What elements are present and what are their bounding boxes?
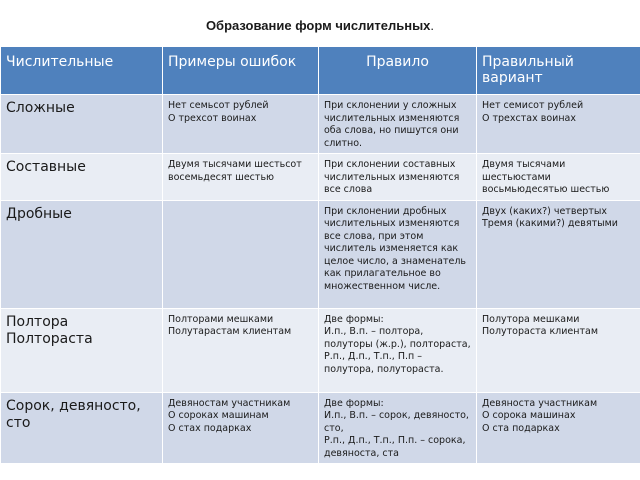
category-cell: Сложные — [1, 95, 163, 154]
rule-line: И.п., В.п. – сорок, девяносто, сто, — [324, 410, 469, 434]
table-row — [1, 200, 640, 308]
error-line: О сороках машинам — [168, 410, 269, 421]
correct-line: Полутораста клиентам — [482, 326, 599, 337]
correct-line: Тремя (какими?) девятыми — [482, 218, 618, 229]
rule-line: И.п., В.п. – полтора, полуторы (ж.р.), полтораста, — [324, 326, 471, 350]
error-line: О трехсот воинах — [168, 112, 257, 124]
errors-cell — [163, 95, 319, 154]
header-numerals: Числительные — [1, 47, 163, 95]
error-line: О стах подарках — [168, 422, 252, 434]
error-line: Девяностам участникам — [168, 397, 291, 409]
title-period: . — [430, 18, 435, 33]
rule-line: Р.п., Д.п., Т.п., П.п – полутора, полутораста. — [324, 351, 444, 375]
errors-cell — [163, 154, 319, 201]
correct-line: О сорока машинах — [482, 410, 576, 421]
rule-line: При склонении дробных числительных изменяются все слова, при этом числитель изменяется как целое число, а знаменатель как прилагательное во множественном числе. — [324, 205, 467, 292]
correct-line: О трехстах воинах — [482, 112, 576, 124]
error-line: Полторами мешками — [168, 313, 274, 325]
category-cell: Дробные — [1, 200, 163, 308]
correct-line: Двух (каких?) четвертых — [482, 205, 607, 217]
rule-line: Р.п., Д.п., Т.п., П.п. – сорока, девяноста, ста — [324, 435, 466, 459]
rule-cell — [319, 200, 477, 308]
rule-cell — [319, 308, 477, 392]
errors-cell — [163, 392, 319, 464]
title-text: Образование форм числительных — [205, 18, 431, 33]
correct-line: Нет семисот рублей — [482, 100, 584, 111]
correct-line: Девяноста участникам — [482, 397, 598, 409]
header-rule: Правило — [319, 47, 477, 95]
header-row — [1, 47, 640, 95]
errors-cell — [163, 308, 319, 392]
rule-line: При склонении составных числительных изменяются все слова — [324, 159, 460, 195]
correct-line: О ста подарках — [482, 422, 560, 434]
table-row — [1, 95, 640, 154]
correct-cell — [477, 200, 640, 308]
category-cell: Сорок, девяносто, сто — [1, 392, 163, 464]
correct-cell — [477, 308, 640, 392]
error-line: Полутарастам клиентам — [168, 326, 292, 337]
header-correct: Правильный вариант — [477, 47, 640, 95]
category-cell: Составные — [1, 154, 163, 201]
rule-line: Две формы: — [324, 397, 384, 409]
category-cell: Полтора Полтораста — [1, 308, 163, 392]
error-line: Двумя тысячами шестьсот восемьдесят шестью — [168, 159, 302, 183]
table-row — [1, 392, 640, 464]
correct-cell — [477, 154, 640, 201]
table-row — [1, 154, 640, 201]
errors-cell — [163, 200, 319, 308]
page-title — [0, 18, 640, 33]
table-row — [1, 308, 640, 392]
rule-cell — [319, 392, 477, 464]
rule-line: При склонении у сложных числительных изменяются оба слова, но пишутся они слитно. — [324, 100, 460, 149]
correct-cell — [477, 95, 640, 154]
numerals-table — [0, 46, 640, 464]
correct-line: Двумя тысячами шестьюстами восьмьюдесятью шестью — [482, 159, 610, 195]
error-line: Нет семьсот рублей — [168, 100, 269, 111]
header-examples: Примеры ошибок — [163, 47, 319, 95]
rule-cell — [319, 154, 477, 201]
rule-line: Две формы: — [324, 313, 384, 325]
correct-cell — [477, 392, 640, 464]
rule-cell — [319, 95, 477, 154]
correct-line: Полутора мешками — [482, 313, 580, 325]
